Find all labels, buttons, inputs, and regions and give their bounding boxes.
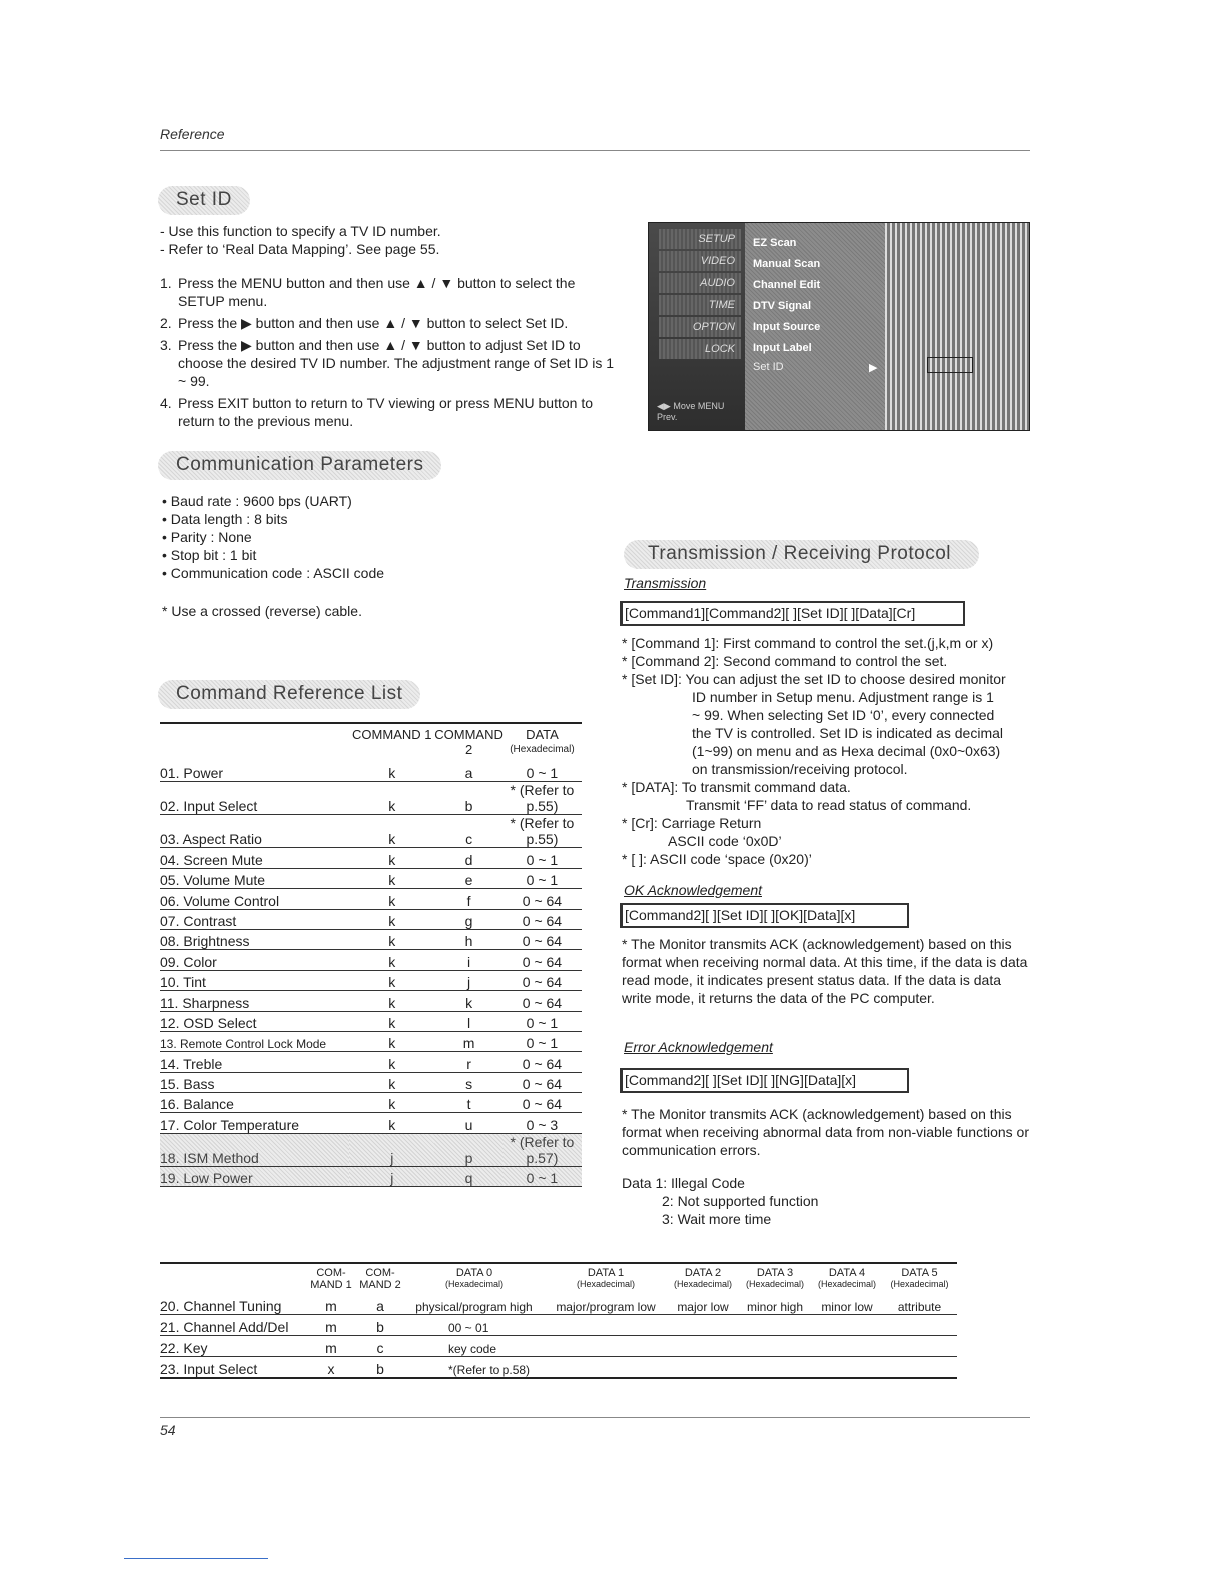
note-line: ASCII code ‘0x0D’ [668, 833, 782, 849]
command1-cell: j [349, 1166, 434, 1186]
value-cell [544, 1315, 668, 1336]
table-row [160, 1166, 582, 1186]
ext-header-sub: (Hexadecimal) [890, 1279, 949, 1289]
ext-header-cell [306, 1263, 356, 1294]
note-line: the TV is controlled. Set ID is indicated as decimal [692, 725, 1004, 741]
command-name-cell: 03. Aspect Ratio [160, 815, 349, 848]
data-cell: * (Refer to p.55) [503, 815, 582, 848]
set-id-note: - Use this function to specify a TV ID number. [160, 223, 441, 239]
menu-item: Input Source [753, 321, 821, 333]
command-name-cell: 19. Low Power [160, 1166, 349, 1186]
command2-cell: p [434, 1133, 503, 1166]
data-cell: 0 ~ 1 [503, 1011, 582, 1031]
menu-tab: LOCK [659, 339, 741, 359]
command-name-cell: 17. Color Temperature [160, 1113, 349, 1133]
header-command-2: COMMAND 2 [434, 727, 503, 757]
table-row [160, 782, 582, 815]
menu-item: DTV Signal [753, 300, 812, 312]
value-cell: major low [668, 1294, 738, 1315]
ext-header-cell [668, 1263, 738, 1294]
note-line: * [Command 2]: Second command to control the set. [622, 653, 948, 669]
ext-header-cell [404, 1263, 544, 1294]
command2-cell: f [434, 889, 503, 909]
table-row [160, 889, 582, 909]
page-number: 54 [160, 1422, 176, 1438]
command-name-cell: 07. Contrast [160, 909, 349, 929]
command1-cell: k [349, 782, 434, 815]
tv-menu-screenshot [648, 222, 1030, 431]
command-name-cell: 01. Power [160, 762, 349, 782]
ext-header-cell [544, 1263, 668, 1294]
ext-header-label: DATA 1 [587, 1267, 625, 1279]
command-reference-table [160, 722, 582, 1187]
table-row [160, 950, 582, 970]
data-cell: * (Refer to p.57) [503, 1133, 582, 1166]
value-cell [668, 1357, 738, 1379]
table-row [160, 1011, 582, 1031]
data-code: 3: Wait more time [662, 1211, 772, 1227]
header-command-1: COMMAND 1 [352, 727, 432, 742]
step-number: 3. [160, 337, 172, 353]
command-name-cell: 18. ISM Method [160, 1133, 349, 1166]
table-row [160, 929, 582, 949]
data-cell: 0 ~ 1 [503, 762, 582, 782]
table-row [160, 848, 582, 868]
header-data [503, 723, 582, 762]
table-row [160, 1336, 957, 1357]
data-cell: * (Refer to p.55) [503, 782, 582, 815]
menu-tab: OPTION [659, 317, 741, 337]
ext-header-label: DATA 2 [684, 1267, 722, 1279]
value-cell: b [356, 1357, 404, 1379]
command1-cell: k [349, 889, 434, 909]
step-number: 1. [160, 275, 172, 291]
value-cell [738, 1315, 812, 1336]
step-item [160, 314, 618, 332]
value-cell: 00 ~ 01 [404, 1315, 544, 1336]
data-cell: 0 ~ 1 [503, 868, 582, 888]
set-id-steps [160, 274, 618, 434]
ext-header-cell [356, 1263, 404, 1294]
command1-cell: k [349, 1031, 434, 1051]
ext-header-row [160, 1263, 957, 1294]
data-cell: 0 ~ 64 [503, 970, 582, 990]
ext-header-sub: (Hexadecimal) [745, 1279, 805, 1289]
command1-cell: k [349, 815, 434, 848]
data-cell: 0 ~ 1 [503, 1166, 582, 1186]
error-format-box [620, 1068, 909, 1093]
table-row [160, 970, 582, 990]
table-row [160, 868, 582, 888]
data-cell: 0 ~ 3 [503, 1113, 582, 1133]
menu-item: Input Label [753, 342, 812, 354]
value-cell: a [356, 1294, 404, 1315]
menu-item-selected: Set ID [753, 361, 784, 373]
comm-param: • Baud rate : 9600 bps (UART) [162, 493, 352, 509]
command2-cell: a [434, 762, 503, 782]
cmd-ref-title: Command Reference List [158, 680, 420, 709]
table-row [160, 1093, 582, 1113]
command1-cell: k [349, 929, 434, 949]
set-id-title: Set ID [158, 186, 250, 215]
command-name-cell: 23. Input Select [160, 1357, 306, 1379]
menu-tab: SETUP [659, 229, 741, 249]
menu-preview-area [885, 223, 1029, 430]
command-name-cell: 15. Bass [160, 1072, 349, 1092]
value-cell: physical/program high [404, 1294, 544, 1315]
command2-cell: s [434, 1072, 503, 1092]
section-header: Reference [160, 126, 225, 142]
ext-header-cell [882, 1263, 957, 1294]
ext-header-label: DATA 4 [828, 1267, 866, 1279]
value-cell [738, 1357, 812, 1379]
table-row [160, 1315, 957, 1336]
comm-params-title: Communication Parameters [158, 451, 441, 480]
cmd-ref-heading [158, 680, 420, 709]
command-name-cell: 22. Key [160, 1336, 306, 1357]
data-codes [622, 1174, 818, 1228]
protocol-title: Transmission / Receiving Protocol [624, 540, 979, 569]
value-cell: attribute [882, 1294, 957, 1315]
right-arrow-icon: ▶ [869, 362, 878, 374]
ok-format: [Command2][ ][Set ID][ ][OK][Data][x] [620, 903, 909, 928]
note-line: * [Command 1]: First command to control the set.(j,k,m or x) [622, 635, 994, 651]
command-name-cell: 13. Remote Control Lock Mode [160, 1031, 349, 1051]
value-cell [544, 1357, 668, 1379]
ok-ack-label: OK Acknowledgement [624, 882, 762, 898]
value-cell: minor high [738, 1294, 812, 1315]
command-name-cell: 04. Screen Mute [160, 848, 349, 868]
comm-param: • Communication code : ASCII code [162, 565, 385, 581]
data-cell: 0 ~ 64 [503, 950, 582, 970]
command-name-cell: 06. Volume Control [160, 889, 349, 909]
step-item [160, 336, 618, 390]
set-id-note: - Refer to ‘Real Data Mapping’. See page 55. [160, 241, 440, 257]
value-cell [668, 1336, 738, 1357]
command1-cell: k [349, 1052, 434, 1072]
command2-cell: r [434, 1052, 503, 1072]
table-row [160, 815, 582, 848]
command1-cell: k [349, 970, 434, 990]
value-cell: *(Refer to p.58) [404, 1357, 544, 1379]
ext-header-label: DATA 0 [455, 1267, 493, 1279]
command-name-cell: 11. Sharpness [160, 991, 349, 1011]
protocol-heading [624, 540, 979, 569]
transmission-format: [Command1][Command2][ ][Set ID][ ][Data][Cr] [620, 601, 965, 626]
note-line: * [ ]: ASCII code ‘space (0x20)’ [622, 851, 812, 867]
table-header-row [160, 723, 582, 762]
transmission-notes [622, 634, 1032, 868]
data-cell: 0 ~ 64 [503, 1093, 582, 1113]
menu-tab-column [649, 223, 745, 430]
value-cell: x [306, 1357, 356, 1379]
menu-item: Channel Edit [753, 279, 821, 291]
table-row [160, 1133, 582, 1166]
step-item [160, 394, 618, 430]
value-cell: m [306, 1336, 356, 1357]
table-row [160, 1113, 582, 1133]
ext-header-blank [160, 1263, 306, 1294]
header-blank [160, 723, 349, 762]
transmission-label: Transmission [624, 575, 707, 591]
note-line: Transmit ‘FF’ data to read status of command. [686, 797, 972, 813]
data-code: Data 1: Illegal Code [622, 1175, 745, 1191]
value-cell [668, 1315, 738, 1336]
ext-header-sub: (Hexadecimal) [673, 1279, 733, 1289]
ext-header-sub: (Hexadecimal) [444, 1279, 504, 1289]
step-item [160, 274, 618, 310]
data-cell: 0 ~ 64 [503, 1052, 582, 1072]
set-id-value-box [927, 357, 973, 373]
data-cell: 0 ~ 64 [503, 889, 582, 909]
note-line: * [Cr]: Carriage Return [622, 815, 762, 831]
step-text: Press the MENU button and then use ▲ / ▼ button to select the SETUP menu. [178, 275, 576, 309]
error-format: [Command2][ ][Set ID][ ][NG][Data][x] [620, 1068, 909, 1093]
command-name-cell: 08. Brightness [160, 929, 349, 949]
ext-header-label: DATA 5 [901, 1267, 938, 1279]
command-name-cell: 14. Treble [160, 1052, 349, 1072]
note-line: * [Set ID]: You can adjust the set ID to choose desired monitor [622, 671, 1006, 687]
extended-command-table [160, 1262, 957, 1379]
value-cell: m [306, 1315, 356, 1336]
command1-cell: k [349, 868, 434, 888]
error-ack-label: Error Acknowledgement [624, 1039, 773, 1055]
command2-cell: b [434, 782, 503, 815]
ext-header-label: COM- MAND 2 [359, 1267, 401, 1291]
set-id-heading [158, 186, 250, 215]
command2-cell: g [434, 909, 503, 929]
data-cell: 0 ~ 64 [503, 1072, 582, 1092]
note-line: (1~99) on menu and as Hexa decimal (0x0~0x63) [692, 743, 1001, 759]
step-text: Press the ▶ button and then use ▲ / ▼ button to adjust Set ID to choose the desired TV ID number. The adjustment range of Set ID is 1 ~ 99. [178, 337, 615, 389]
value-cell [812, 1336, 882, 1357]
table-row [160, 1072, 582, 1092]
bottom-link-underline [124, 1558, 268, 1559]
command1-cell: k [349, 762, 434, 782]
ok-ack-note: * The Monitor transmits ACK (acknowledgement) based on this format when receiving normal data. At this time, if the data is data read mode, it indicates present status data. If the data is data write mode, it returns the data of the PC computer. [622, 936, 1028, 1006]
value-cell: b [356, 1315, 404, 1336]
comm-param: • Parity : None [162, 529, 252, 545]
command-name-cell: 02. Input Select [160, 782, 349, 815]
ext-header-label: COM- MAND 1 [310, 1267, 352, 1291]
command2-cell: q [434, 1166, 503, 1186]
data-cell: 0 ~ 1 [503, 1031, 582, 1051]
menu-footer-hint: ◀▶ Move MENU Prev. [657, 401, 725, 422]
value-cell [882, 1315, 957, 1336]
command2-cell: h [434, 929, 503, 949]
data-code: 2: Not supported function [662, 1193, 819, 1209]
header-divider [160, 150, 1030, 151]
command2-cell: u [434, 1113, 503, 1133]
ext-header-sub: (Hexadecimal) [576, 1279, 636, 1289]
command-name-cell: 16. Balance [160, 1093, 349, 1113]
header-data-sub: (Hexadecimal) [510, 744, 575, 755]
command2-cell: t [434, 1093, 503, 1113]
header-data-label: DATA [526, 727, 559, 742]
command2-cell: i [434, 950, 503, 970]
table-row [160, 1357, 957, 1379]
ext-header-cell [812, 1263, 882, 1294]
note-line: * [DATA]: To transmit command data. [622, 779, 851, 795]
command1-cell: j [349, 1133, 434, 1166]
error-ack-note: * The Monitor transmits ACK (acknowledgement) based on this format when receiving abnormal data from non-viable functions or communication errors. [622, 1106, 1029, 1158]
value-cell [544, 1336, 668, 1357]
value-cell [738, 1336, 812, 1357]
command1-cell: k [349, 1072, 434, 1092]
table-row [160, 762, 582, 782]
step-text: Press EXIT button to return to TV viewing or press MENU button to return to the previous menu. [178, 395, 594, 429]
menu-tab: VIDEO [659, 251, 741, 271]
menu-tab: TIME [659, 295, 741, 315]
ext-header-sub: (Hexadecimal) [817, 1279, 877, 1289]
ext-header-label: DATA 3 [756, 1267, 794, 1279]
command2-cell: k [434, 991, 503, 1011]
note-line: ID number in Setup menu. Adjustment range is 1 [692, 689, 994, 705]
comm-param: • Data length : 8 bits [162, 511, 288, 527]
ok-format-box [620, 903, 909, 928]
table-row [160, 1294, 957, 1315]
command2-cell: l [434, 1011, 503, 1031]
command-name-cell: 12. OSD Select [160, 1011, 349, 1031]
command2-cell: e [434, 868, 503, 888]
table-row [160, 909, 582, 929]
menu-item: EZ Scan [753, 237, 797, 249]
value-cell: m [306, 1294, 356, 1315]
ext-header-cell [738, 1263, 812, 1294]
set-id-notes [160, 222, 620, 258]
menu-item: Manual Scan [753, 258, 821, 270]
value-cell [812, 1357, 882, 1379]
step-text: Press the ▶ button and then use ▲ / ▼ button to select Set ID. [178, 315, 569, 331]
data-cell: 0 ~ 64 [503, 991, 582, 1011]
command2-cell: d [434, 848, 503, 868]
value-cell: c [356, 1336, 404, 1357]
table-row [160, 1052, 582, 1072]
note-line: on transmission/receiving protocol. [692, 761, 908, 777]
command1-cell: k [349, 1011, 434, 1031]
menu-item-column [745, 223, 885, 430]
command1-cell: k [349, 909, 434, 929]
command-name-cell: 05. Volume Mute [160, 868, 349, 888]
command1-cell: k [349, 1093, 434, 1113]
value-cell [882, 1357, 957, 1379]
transmission-format-box [620, 601, 965, 626]
data-cell: 0 ~ 64 [503, 929, 582, 949]
value-cell [882, 1336, 957, 1357]
value-cell: major/program low [544, 1294, 668, 1315]
footer-divider [160, 1417, 1030, 1418]
command1-cell: k [349, 991, 434, 1011]
data-cell: 0 ~ 64 [503, 909, 582, 929]
step-number: 4. [160, 395, 172, 411]
value-cell: minor low [812, 1294, 882, 1315]
command-name-cell: 20. Channel Tuning [160, 1294, 306, 1315]
command-name-cell: 09. Color [160, 950, 349, 970]
comm-params-heading [158, 451, 441, 480]
command-name-cell: 21. Channel Add/Del [160, 1315, 306, 1336]
table-row [160, 991, 582, 1011]
menu-tab: AUDIO [659, 273, 741, 293]
comm-params-list [162, 492, 384, 620]
command-name-cell: 10. Tint [160, 970, 349, 990]
command2-cell: j [434, 970, 503, 990]
table-row [160, 1031, 582, 1051]
command2-cell: c [434, 815, 503, 848]
command2-cell: m [434, 1031, 503, 1051]
command1-cell: k [349, 950, 434, 970]
cable-note: * Use a crossed (reverse) cable. [162, 603, 362, 619]
value-cell [812, 1315, 882, 1336]
step-number: 2. [160, 315, 172, 331]
data-cell: 0 ~ 1 [503, 848, 582, 868]
note-line: ~ 99. When selecting Set ID ‘0’, every connected [692, 707, 995, 723]
comm-param: • Stop bit : 1 bit [162, 547, 257, 563]
value-cell: key code [404, 1336, 544, 1357]
command1-cell: k [349, 848, 434, 868]
command1-cell: k [349, 1113, 434, 1133]
